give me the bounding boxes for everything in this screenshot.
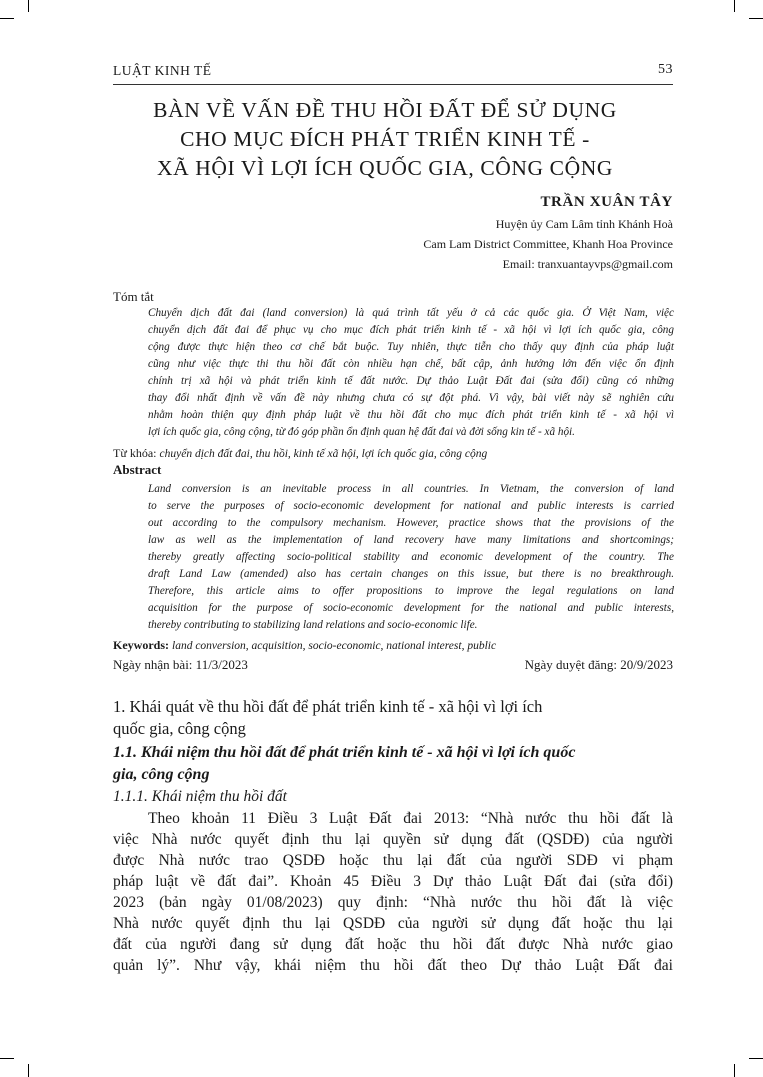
abstract-line: to serve the purposes of socio-economic development for national and public interests is carried — [148, 500, 674, 512]
abstract-text — [148, 481, 674, 634]
abstract-line: thereby greatly affecting socio-political stability and economic development of the country. The — [148, 551, 674, 563]
body-line: đất của người đang sử dụng đất hoặc thu hồi đất được Nhà nước giao — [113, 936, 673, 953]
summary-label: Tóm tắt — [113, 289, 154, 304]
date-accepted: Ngày duyệt đăng: 20/9/2023 — [524, 657, 673, 672]
abstract-line: law as well as the implementation of land recovery have many limitations and shortcomings; — [148, 534, 674, 546]
body-line: Theo khoản 11 Điều 3 Luật Đất đai 2013: “Nhà nước thu hồi đất là — [148, 810, 673, 827]
body-line: 2023 (bản ngày 01/08/2023) quy định: “Nhà nước thu hồi đất là việc — [113, 894, 673, 911]
abstract-line: Therefore, this article aims to offer propositions to improve the legal regulations on land — [148, 585, 674, 597]
summary-line: cộng được thực hiện theo cơ chế bắt buộc. Tuy nhiên, thực tiễn cho thấy quy định của pháp luật — [148, 341, 674, 353]
section-heading-line: 1. Khái quát về thu hồi đất để phát triển kinh tế - xã hội vì lợi ích — [113, 697, 543, 716]
abstract-line: out according to the compulsory mechanism. However, practice shows that the provisions of the — [148, 517, 674, 529]
title-line: CHO MỤC ĐÍCH PHÁT TRIỂN KINH TẾ - — [180, 127, 590, 151]
journal-name: LUẬT KINH TẾ — [113, 63, 212, 78]
abstract-label: Abstract — [113, 462, 162, 477]
keywords-vi — [113, 446, 487, 461]
summary-line: chuyển dịch đất đai để phục vụ cho mục đích phát triển kinh tế - xã hội vì lợi ích quốc gia, công — [148, 324, 674, 336]
crop-mark-top-left — [0, 18, 14, 19]
keywords-vi-label: Từ khóa: — [113, 446, 157, 460]
crop-mark-top-left-vertical — [28, 0, 29, 12]
summary-line: cũng như việc thực thi thu hồi đất còn nhiều hạn chế, bất cập, ảnh hưởng lớn đến việc ổn định — [148, 358, 674, 370]
section-heading-line: quốc gia, công cộng — [113, 719, 246, 738]
affiliation-vi: Huyện ủy Cam Lâm tỉnh Khánh Hoà — [495, 217, 673, 231]
title-line: BÀN VỀ VẤN ĐỀ THU HỒI ĐẤT ĐỂ SỬ DỤNG — [153, 98, 617, 122]
author-name: TRẦN XUÂN TÂY — [540, 194, 673, 210]
abstract-line: thereby contributing to stabilizing land relations and socio-economic life. — [148, 619, 478, 631]
body-paragraph — [113, 808, 673, 976]
title-line: XÃ HỘI VÌ LỢI ÍCH QUỐC GIA, CÔNG CỘNG — [157, 156, 613, 180]
abstract-line: acquisition for the purpose of socio-economic development for the national and public interests, — [148, 602, 674, 614]
subsection-heading-line: gia, công cộng — [113, 766, 210, 783]
article-dates — [113, 657, 673, 673]
crop-mark-top-right-vertical — [734, 0, 735, 12]
page-number: 53 — [658, 62, 673, 77]
section-heading — [113, 696, 673, 740]
body-line: được Nhà nước trao QSDĐ hoặc thu lại đất của người SDĐ vi phạm — [113, 852, 673, 869]
body-line: pháp luật về đất đai”. Khoản 45 Điều 3 Dự thảo Luật Đất đai (sửa đổi) — [113, 873, 673, 890]
crop-mark-bottom-right — [749, 1058, 763, 1059]
running-header — [113, 60, 673, 85]
summary-line: Chuyển dịch đất đai (land conversion) là quá trình tất yếu ở cả các quốc gia. Ở Việt Nam, việc — [148, 307, 674, 319]
affiliation-en: Cam Lam District Committee, Khanh Hoa Province — [423, 237, 673, 251]
summary-line: thay đổi nhất định về vấn đề này nhưng chưa có sự đột phá. Vì vậy, bài viết này sẽ nghiên cứu — [148, 392, 674, 404]
keywords-en-label: Keywords: — [113, 638, 169, 652]
summary-line: chính trị xã hội và phát triển kinh tế đất nước. Dự thảo Luật Đất đai (sửa đổi) cũng có những — [148, 375, 674, 387]
article-title — [100, 96, 670, 183]
crop-mark-top-right — [749, 18, 763, 19]
abstract-line: Land conversion is an inevitable process in all countries. In Vietnam, the conversion of land — [148, 483, 674, 495]
body-line: quản lý”. Như vậy, khái niệm thu hồi đất theo Dự thảo Luật Đất đai — [113, 957, 673, 974]
date-received: Ngày nhận bài: 11/3/2023 — [113, 657, 248, 672]
subsection-heading — [113, 742, 673, 786]
body-line: Nhà nước quyết định thu lại QSDĐ của người sử dụng đất hoặc thu lại — [113, 915, 673, 932]
subsubsection-heading: 1.1.1. Khái niệm thu hồi đất — [113, 788, 287, 805]
summary-text — [148, 305, 674, 441]
summary-line: nhằm hoàn thiện quy định pháp luật về thu hồi đất cho mục đích phát triển kinh tế - xã hội vì — [148, 409, 674, 421]
abstract-line: draft Land Law (amended) also has certain changes on this issue, but there is no breakthrough. — [148, 568, 674, 580]
author-email: Email: tranxuantayvps@gmail.com — [502, 257, 673, 271]
keywords-en-text: land conversion, acquisition, socio-economic, national interest, public — [172, 640, 497, 652]
keywords-vi-text: chuyển dịch đất đai, thu hồi, kinh tế xã hội, lợi ích quốc gia, công cộng — [159, 448, 488, 460]
crop-mark-bottom-left — [0, 1058, 14, 1059]
crop-mark-bottom-left-vertical — [28, 1064, 29, 1077]
crop-mark-bottom-right-vertical — [734, 1064, 735, 1077]
body-line: việc Nhà nước quyết định thu lại quyền sử dụng đất (QSDĐ) của người — [113, 831, 673, 848]
subsection-heading-line: 1.1. Khái niệm thu hồi đất để phát triển kinh tế - xã hội vì lợi ích quốc — [113, 744, 576, 761]
summary-line: lợi ích quốc gia, công cộng, từ đó góp phần ổn định quan hệ đất đai và đời sống kin tế - xã hội. — [148, 426, 575, 438]
keywords-en — [113, 638, 496, 653]
